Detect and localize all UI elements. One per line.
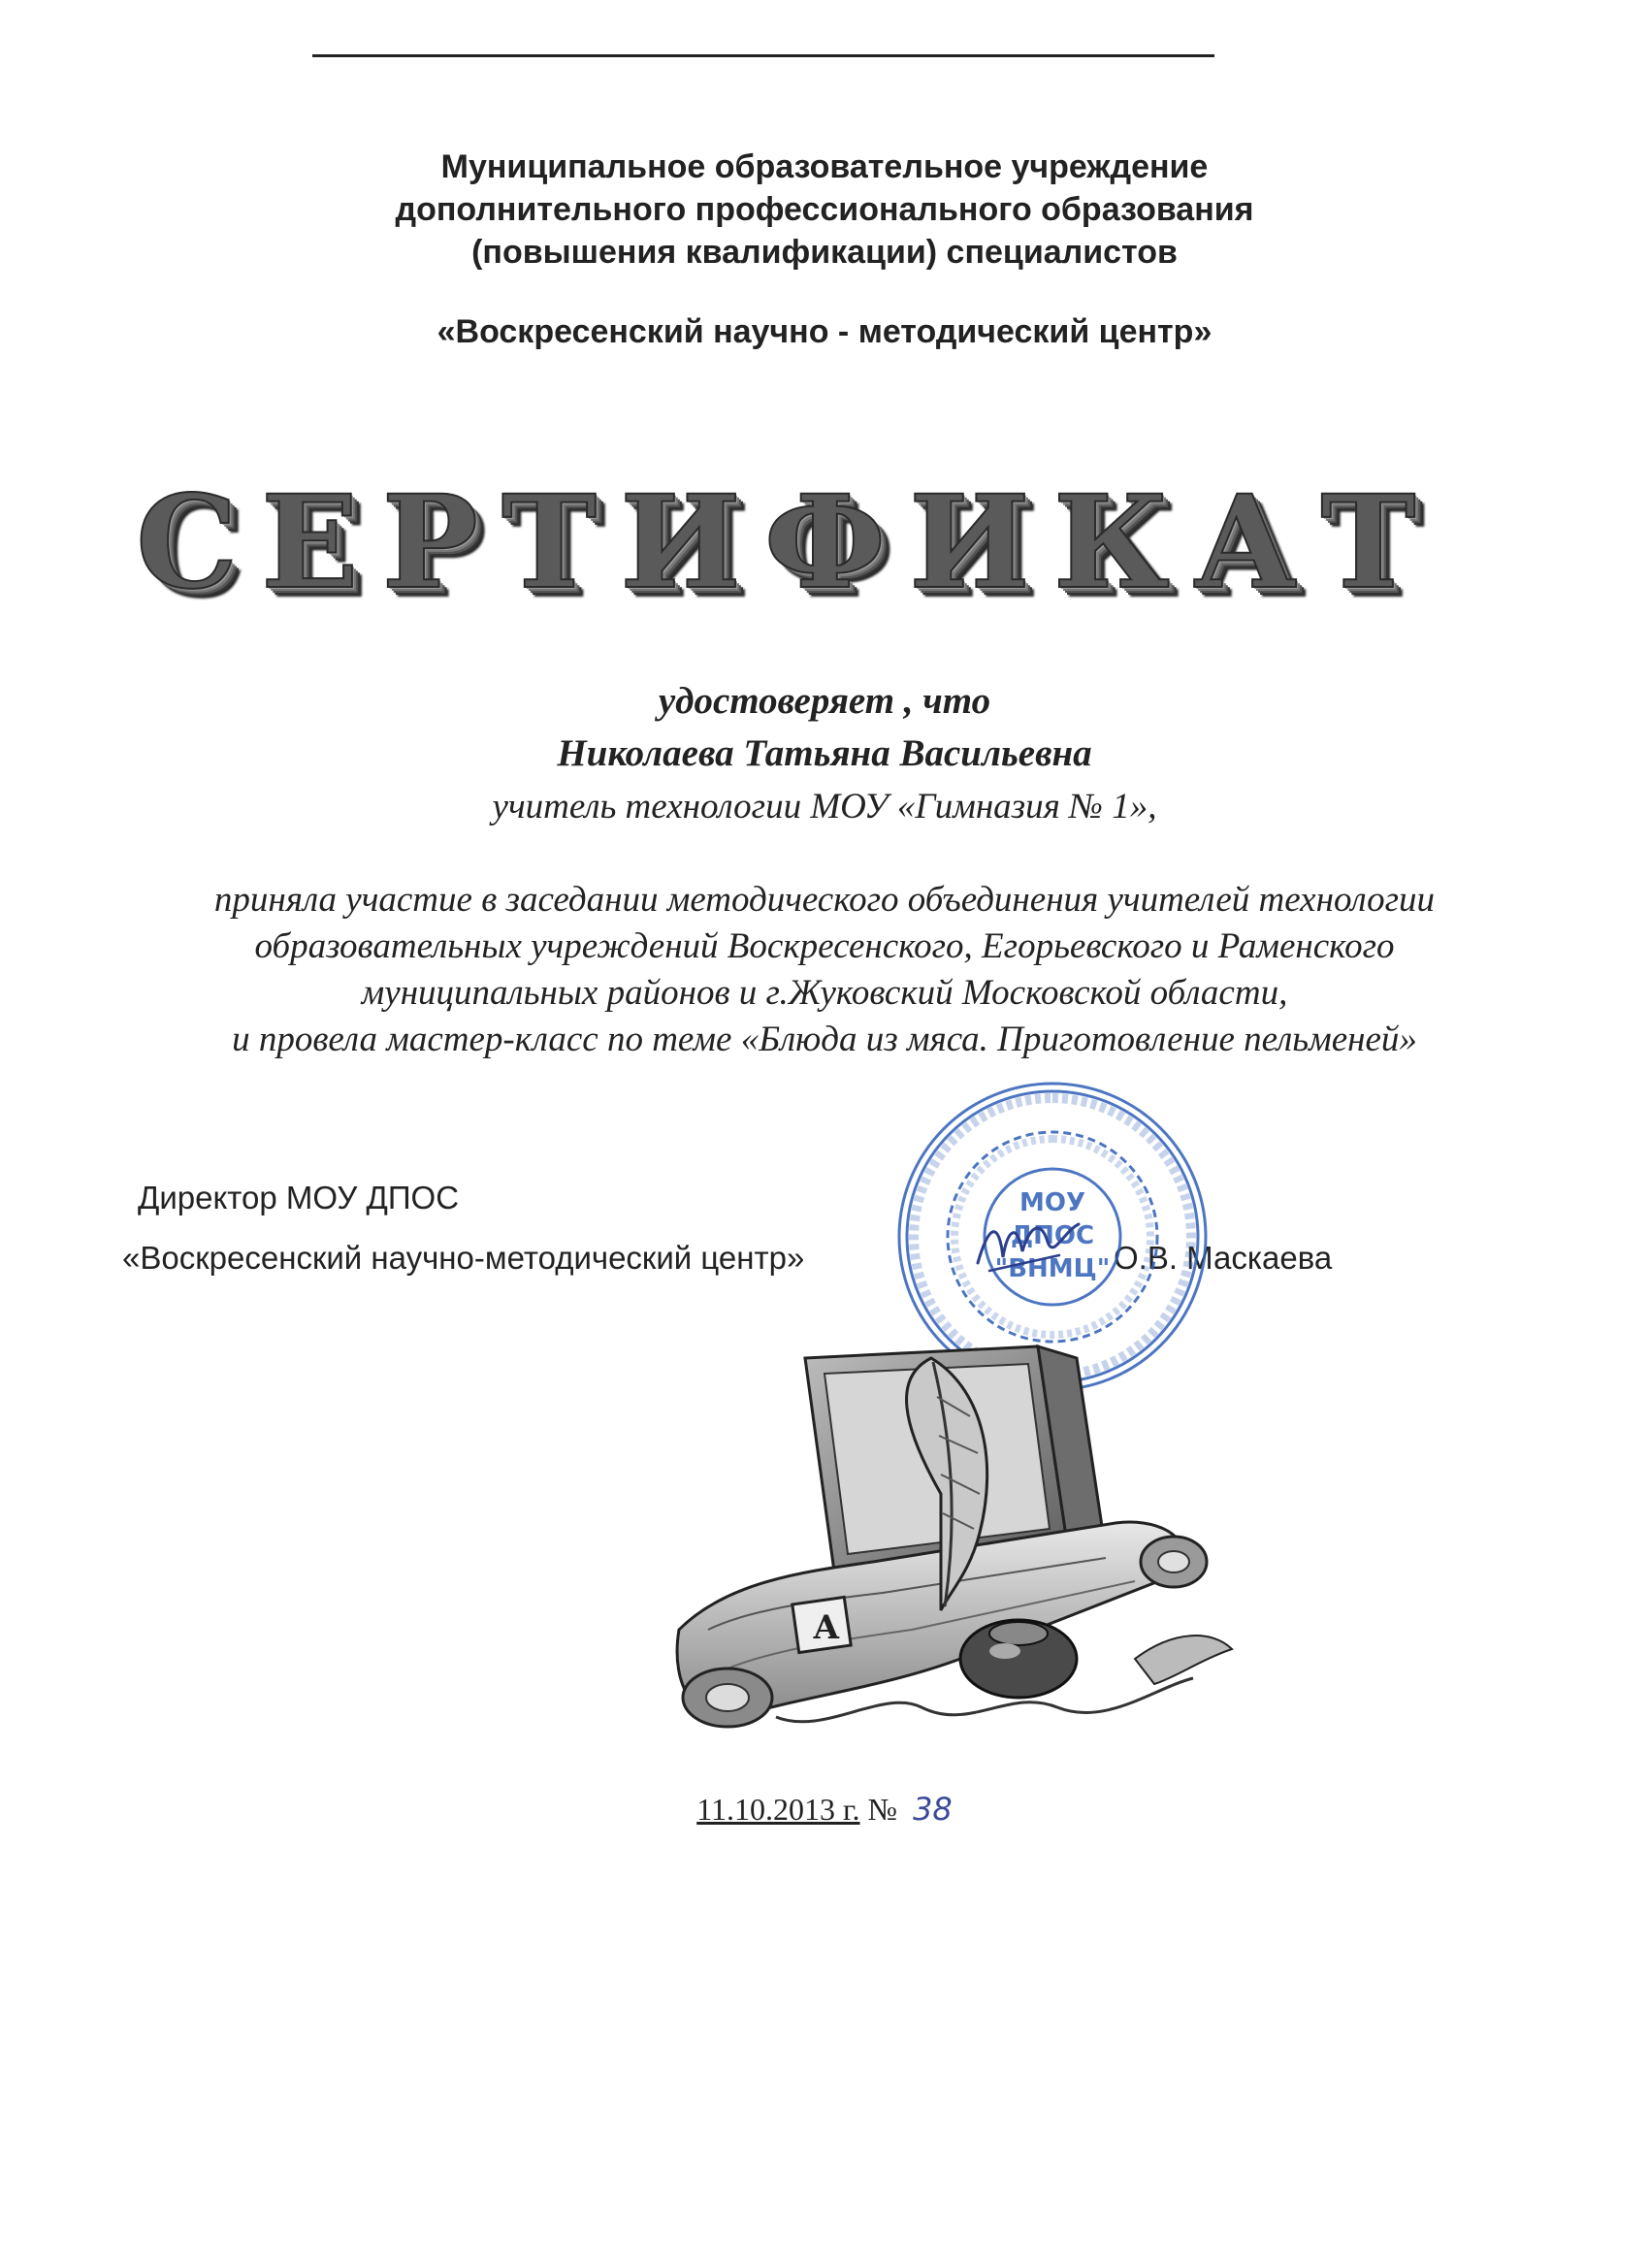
seal-text-line-3: "ВНМЦ" bbox=[994, 1254, 1111, 1283]
participation-text bbox=[0, 877, 1649, 1063]
participation-line: приняла участие в заседании методического объединения учителей технологии bbox=[213, 880, 1436, 920]
number-label: № bbox=[867, 1792, 898, 1827]
director-name: О.В. Маскаева bbox=[1114, 1240, 1333, 1276]
seal-text-line-1: МОУ bbox=[1018, 1188, 1086, 1217]
person-position: учитель технологии МОУ «Гимназия № 1», bbox=[492, 787, 1157, 826]
issuer-header bbox=[0, 146, 1649, 353]
top-rule bbox=[312, 54, 1214, 57]
person-name: Николаева Татьяна Васильевна bbox=[557, 732, 1092, 774]
issue-date: 11.10.2013 г. bbox=[696, 1792, 860, 1827]
certificate-title: СЕРТИФИКАТ bbox=[136, 468, 1439, 618]
director-signature-icon bbox=[970, 1203, 1086, 1280]
scroll-quill-inkwell-icon bbox=[650, 1339, 1242, 1756]
participation-line: образовательных учреждений Воскресенского, Егорьевского и Раменского bbox=[254, 926, 1395, 966]
certificate-number: 38 bbox=[913, 1791, 953, 1828]
header-line-1: Муниципальное образовательное учреждение bbox=[440, 148, 1209, 185]
certifies-text: удостоверяет , что bbox=[658, 680, 991, 722]
participation-line: и провела мастер-класс по теме «Блюда из мяса. Приготовление пельменей» bbox=[232, 1020, 1417, 1059]
scroll-letter: А bbox=[813, 1608, 840, 1647]
header-line-3: (повышения квалификации) специалистов bbox=[471, 234, 1178, 271]
issue-date-line bbox=[0, 1791, 1649, 1828]
director-organization: «Воскресенский научно-методический центр» bbox=[122, 1240, 805, 1276]
director-title: Директор МОУ ДПОС bbox=[138, 1180, 460, 1215]
participation-line: муниципальных районов и г.Жуковский Московской области, bbox=[361, 973, 1288, 1013]
header-org-name: «Воскресенский научно - методический центр» bbox=[436, 313, 1212, 350]
seal-text-line-2: ДПОС bbox=[1010, 1221, 1095, 1250]
header-line-2: дополнительного профессионального образования bbox=[395, 191, 1254, 228]
